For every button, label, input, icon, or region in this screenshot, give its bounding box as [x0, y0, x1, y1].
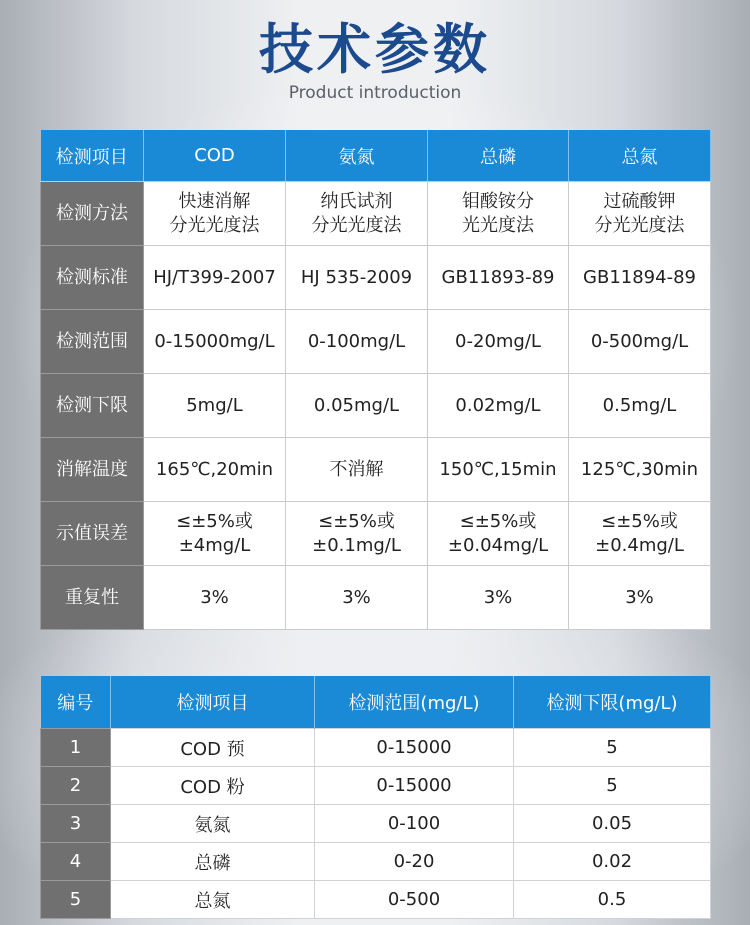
spec-cell: [286, 374, 428, 438]
list-cell: 0-100: [315, 805, 514, 843]
spec-cell: [286, 246, 428, 310]
spec-cell-line: 0-500mg/L: [590, 330, 689, 352]
list-table-row: [41, 805, 711, 843]
spec-cell: [144, 246, 286, 310]
spec-cell: [569, 246, 711, 310]
spec-cell: [428, 310, 569, 374]
list-cell: 0-500: [315, 881, 514, 919]
spec-cell: [569, 502, 711, 566]
spec-header-cell: COD: [144, 130, 286, 182]
spec-cell: [428, 182, 569, 246]
list-header-cell: 检测项目: [111, 676, 315, 729]
list-cell: 总氮: [111, 881, 315, 919]
spec-cell-line: 分光光度法: [311, 214, 402, 236]
list-cell: 0.02: [514, 843, 711, 881]
list-header-cell: 检测范围(mg/L): [315, 676, 514, 729]
spec-table-row: [41, 438, 711, 502]
spec-row-label: 检测方法: [41, 182, 144, 246]
spec-cell-line: ±4mg/L: [178, 534, 251, 556]
spec-cell-line: 钼酸铵分: [462, 190, 534, 212]
list-row-number: 3: [41, 805, 111, 843]
spec-cell-line: ≤±5%或: [459, 510, 537, 532]
spec-cell: [428, 374, 569, 438]
spec-table-row: [41, 566, 711, 630]
spec-cell: [569, 438, 711, 502]
spec-cell-line: ±0.1mg/L: [312, 534, 401, 556]
spec-cell: [286, 310, 428, 374]
list-cell: 0.5: [514, 881, 711, 919]
spec-cell: [144, 502, 286, 566]
spec-cell-line: 快速消解: [178, 190, 251, 212]
list-table-row: [41, 729, 711, 767]
spec-cell-line: 分光光度法: [169, 214, 260, 236]
list-cell: 0-15000: [315, 729, 514, 767]
spec-cell-line: 光光度法: [462, 214, 534, 236]
spec-cell-line: 0-20mg/L: [455, 330, 541, 352]
spec-cell: [144, 438, 286, 502]
spec-row-label: 消解温度: [41, 438, 144, 502]
list-table-row: [41, 881, 711, 919]
spec-cell-line: 3%: [483, 586, 513, 608]
spec-cell-line: 165℃,20min: [155, 458, 274, 480]
spec-cell-line: ±0.4mg/L: [595, 534, 684, 556]
spec-cell-line: 纳氏试剂: [320, 190, 393, 212]
spec-cell: [144, 374, 286, 438]
spec-cell-line: GB11894-89: [583, 266, 696, 288]
list-cell: 0-20: [315, 843, 514, 881]
spec-cell-line: 5mg/L: [186, 394, 243, 416]
list-table-row: [41, 767, 711, 805]
spec-cell: [286, 566, 428, 630]
spec-cell-line: 过硫酸钾: [603, 190, 676, 212]
spec-row-label: 检测下限: [41, 374, 144, 438]
spec-cell-line: HJ 535-2009: [300, 266, 413, 288]
spec-row-label: 检测标准: [41, 246, 144, 310]
spec-cell-line: 0-15000mg/L: [154, 330, 275, 352]
spec-row-label: 示值误差: [41, 502, 144, 566]
spec-cell-line: 0.02mg/L: [455, 394, 541, 416]
list-cell: 0-15000: [315, 767, 514, 805]
spec-header-cell: 总氮: [569, 130, 711, 182]
spec-header-cell: 氨氮: [286, 130, 428, 182]
list-table-row: [41, 843, 711, 881]
spec-cell: [286, 438, 428, 502]
spec-table: [40, 130, 711, 630]
page-subtitle: Product introduction: [288, 83, 462, 103]
list-table-header-row: [41, 676, 711, 729]
spec-header-cell: 检测项目: [41, 130, 144, 182]
spec-cell-line: 150℃,15min: [439, 458, 557, 480]
spec-cell: [286, 182, 428, 246]
list-row-number: 5: [41, 881, 111, 919]
spec-cell-line: 0.5mg/L: [602, 394, 677, 416]
list-header-cell: 检测下限(mg/L): [514, 676, 711, 729]
spec-header-cell: 总磷: [428, 130, 569, 182]
spec-cell-line: ≤±5%或: [601, 510, 678, 532]
spec-cell-line: GB11893-89: [441, 266, 555, 288]
spec-table-row: [41, 246, 711, 310]
list-row-number: 4: [41, 843, 111, 881]
spec-table-row: [41, 182, 711, 246]
spec-cell: [428, 566, 569, 630]
spec-cell: [428, 438, 569, 502]
list-cell: 0.05: [514, 805, 711, 843]
page-title: 技术参数: [259, 18, 491, 81]
spec-cell-line: ±0.04mg/L: [447, 534, 549, 556]
spec-table-header-row: [41, 130, 711, 182]
spec-cell-line: 125℃,30min: [580, 458, 699, 480]
spec-row-label: 检测范围: [41, 310, 144, 374]
spec-cell: [569, 182, 711, 246]
list-row-number: 2: [41, 767, 111, 805]
list-table: [40, 676, 711, 919]
spec-cell-line: 不消解: [329, 458, 384, 480]
spec-table-row: [41, 502, 711, 566]
spec-cell: [428, 502, 569, 566]
spec-cell: [144, 182, 286, 246]
spec-cell-line: 分光光度法: [594, 214, 685, 236]
spec-table-row: [41, 374, 711, 438]
spec-cell-line: 0.05mg/L: [313, 394, 400, 416]
spec-row-label: 重复性: [41, 566, 144, 630]
list-cell: 总磷: [111, 843, 315, 881]
spec-cell: [569, 566, 711, 630]
list-cell: COD 粉: [111, 767, 315, 805]
spec-cell: [428, 246, 569, 310]
list-cell: 5: [514, 729, 711, 767]
spec-cell: [286, 502, 428, 566]
list-header-cell: 编号: [41, 676, 111, 729]
spec-cell-line: ≤±5%或: [176, 510, 253, 532]
spec-cell-line: 3%: [200, 586, 229, 608]
list-cell: 5: [514, 767, 711, 805]
spec-cell: [569, 374, 711, 438]
list-cell: 氨氮: [111, 805, 315, 843]
spec-cell-line: HJ/T399-2007: [153, 266, 276, 288]
spec-cell: [144, 310, 286, 374]
spec-cell-line: 3%: [342, 586, 371, 608]
spec-cell-line: 3%: [625, 586, 654, 608]
list-row-number: 1: [41, 729, 111, 767]
spec-cell: [144, 566, 286, 630]
spec-table-row: [41, 310, 711, 374]
spec-cell: [569, 310, 711, 374]
list-cell: COD 预: [111, 729, 315, 767]
spec-cell-line: ≤±5%或: [318, 510, 395, 532]
spec-cell-line: 0-100mg/L: [307, 330, 406, 352]
